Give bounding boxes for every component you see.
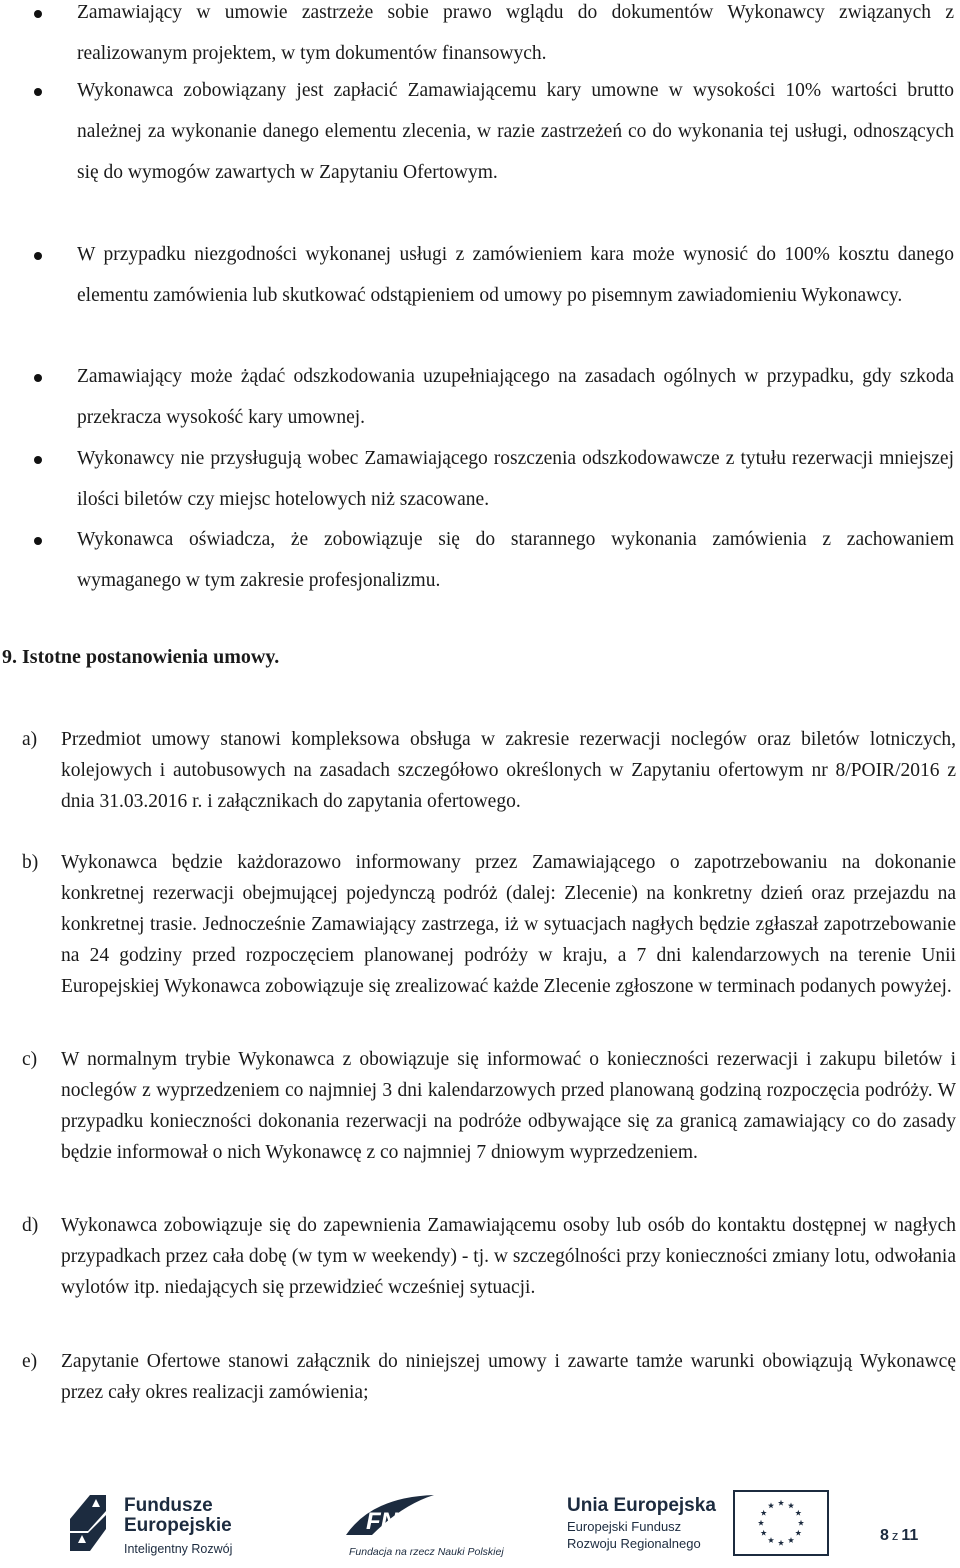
ue-sub-2: Rozwoju Regionalnego — [567, 1536, 701, 1551]
ue-sub-1: Europejski Fundusz — [567, 1519, 682, 1534]
list-text: Wykonawca będzie każdorazowo informowany przez Zamawiającego o zapotrzebowaniu na dokonanie konkretnej rezerwacji obejmującej pojedynczą podróż (dalej: Zlecenie) na konkretny dzień oraz przejazdu na konkretnej trasie. Jednocześnie Zamawiający zastrzega, iż w sytuacjach nagłych będzie zgłaszał zapotrzebowanie na 24 godziny przed rozpoczęciem planowanej podróży w kraju, a 7 dni kalendarzowych na terenie Unii Europejskiej Wykonawca zobowiązuje się zrealizować każde Zlecenie zgłoszone w terminach podanych powyżej. — [61, 852, 956, 997]
bullet-item-3 — [0, 235, 954, 317]
list-text: Przedmiot umowy stanowi kompleksowa obsługa w zakresie rezerwacji noclegów oraz biletów lotniczych, kolejowych i autobusowych na zasadach szczegółowo określonych w Zapytaniu ofertowym nr 8/POIR/2016 z dnia 31.03.2016 r. i załącznikach do zapytania ofertowego. — [61, 729, 956, 812]
bullet-text: Wykonawca zobowiązany jest zapłacić Zamawiającemu kary umowne w wysokości 10% wartości brutto należnej za wykonanie danego elementu zlecenia, w razie zastrzeżeń co do wykonania tej usługi, odnoszących się do wymogów zawartych w Zapytaniu Ofertowym. — [77, 80, 954, 183]
page-number — [880, 1527, 918, 1545]
unia-europejska-text — [567, 1494, 716, 1552]
fe-title-1: Fundusze — [124, 1495, 213, 1516]
list-text: W normalnym trybie Wykonawca z obowiązuje się informować o konieczności rezerwacji i zakupu biletów i noclegów z wyprzedzeniem co najmniej 3 dni kalendarzowych przed planowaną godziną rozpoczęcia podróży. W przypadku konieczności dokonania rezerwacji na podróże odbywające się za granicą zamawiający co do zasady będzie informował o nich Wykonawcę z co najmniej 7 dniowym wyprzedzeniem. — [61, 1049, 956, 1163]
fnp-logo-text: FNP — [366, 1508, 414, 1535]
bullet-icon — [34, 374, 42, 382]
bullet-icon — [34, 252, 42, 260]
bullet-text: Zamawiający może żądać odszkodowania uzupełniającego na zasadach ogólnych w przypadku, gdy szkoda przekracza wysokość kary umownej. — [77, 366, 954, 428]
list-marker: e) — [22, 1351, 38, 1372]
bullet-icon — [34, 537, 42, 545]
list-item-d — [0, 1210, 956, 1303]
bullet-item-2 — [0, 71, 954, 193]
bullet-item-5 — [0, 439, 954, 521]
list-marker: d) — [22, 1215, 39, 1236]
list-item-a — [0, 724, 956, 817]
bullet-text: Zamawiający w umowie zastrzeże sobie prawo wglądu do dokumentów Wykonawcy związanych z realizowanym projektem, w tym dokumentów finansowych. — [77, 2, 954, 64]
list-marker: b) — [22, 852, 39, 873]
bullet-icon — [34, 10, 42, 18]
list-text: Zapytanie Ofertowe stanowi załącznik do niniejszej umowy i zawarte tamże warunki obowiązują Wykonawcę przez cały okres realizacji zamówienia; — [61, 1351, 956, 1403]
bullet-item-6 — [0, 520, 954, 602]
bullet-item-1 — [0, 0, 954, 75]
fnp-subtitle: Fundacja na rzecz Nauki Polskiej — [349, 1546, 504, 1558]
list-item-e — [0, 1346, 956, 1408]
fnp-logo-icon — [342, 1491, 442, 1541]
eu-flag-icon — [733, 1490, 829, 1556]
bullet-text: Wykonawcy nie przysługują wobec Zamawiającego roszczenia odszkodowawcze z tytułu rezerwacji mniejszej ilości biletów czy miejsc hotelowych niż szacowane. — [77, 448, 954, 510]
list-item-c — [0, 1044, 956, 1168]
fe-subtitle: Inteligentny Rozwój — [124, 1542, 233, 1556]
fundusze-europejskie-text — [124, 1496, 232, 1558]
ue-title: Unia Europejska — [567, 1495, 716, 1516]
page-current: 8 — [880, 1527, 889, 1544]
section-heading: 9. Istotne postanowienia umowy. — [2, 646, 280, 668]
fundusze-europejskie-logo-icon — [66, 1489, 108, 1557]
bullet-text: Wykonawca oświadcza, że zobowiązuje się do starannego wykonania zamówienia z zachowaniem wymaganego w tym zakresie profesjonalizmu. — [77, 529, 954, 591]
list-marker: a) — [22, 729, 38, 750]
footer-logos — [0, 1472, 960, 1568]
list-text: Wykonawca zobowiązuje się do zapewnienia Zamawiającemu osoby lub osób do kontaktu dostępnej w nagłych przypadkach przez cała dobę (w tym w weekendy) - tj. w szczególności przy konieczności zmiany lotu, odwołania wylotów itp. niedających się przewidzieć wcześniej sytuacji. — [61, 1215, 956, 1298]
bullet-icon — [34, 456, 42, 464]
bullet-item-4 — [0, 357, 954, 439]
list-item-b — [0, 847, 956, 1002]
list-marker: c) — [22, 1049, 38, 1070]
bullet-icon — [34, 88, 42, 96]
page-total: 11 — [901, 1527, 919, 1544]
page-separator: z — [891, 1528, 899, 1543]
bullet-text: W przypadku niezgodności wykonanej usługi z zamówieniem kara może wynosić do 100% kosztu danego elementu zamówienia lub skutkować odstąpieniem od umowy po pisemnym zawiadomieniu Wykonawcy. — [77, 244, 954, 306]
fe-title-2: Europejskie — [124, 1515, 232, 1536]
